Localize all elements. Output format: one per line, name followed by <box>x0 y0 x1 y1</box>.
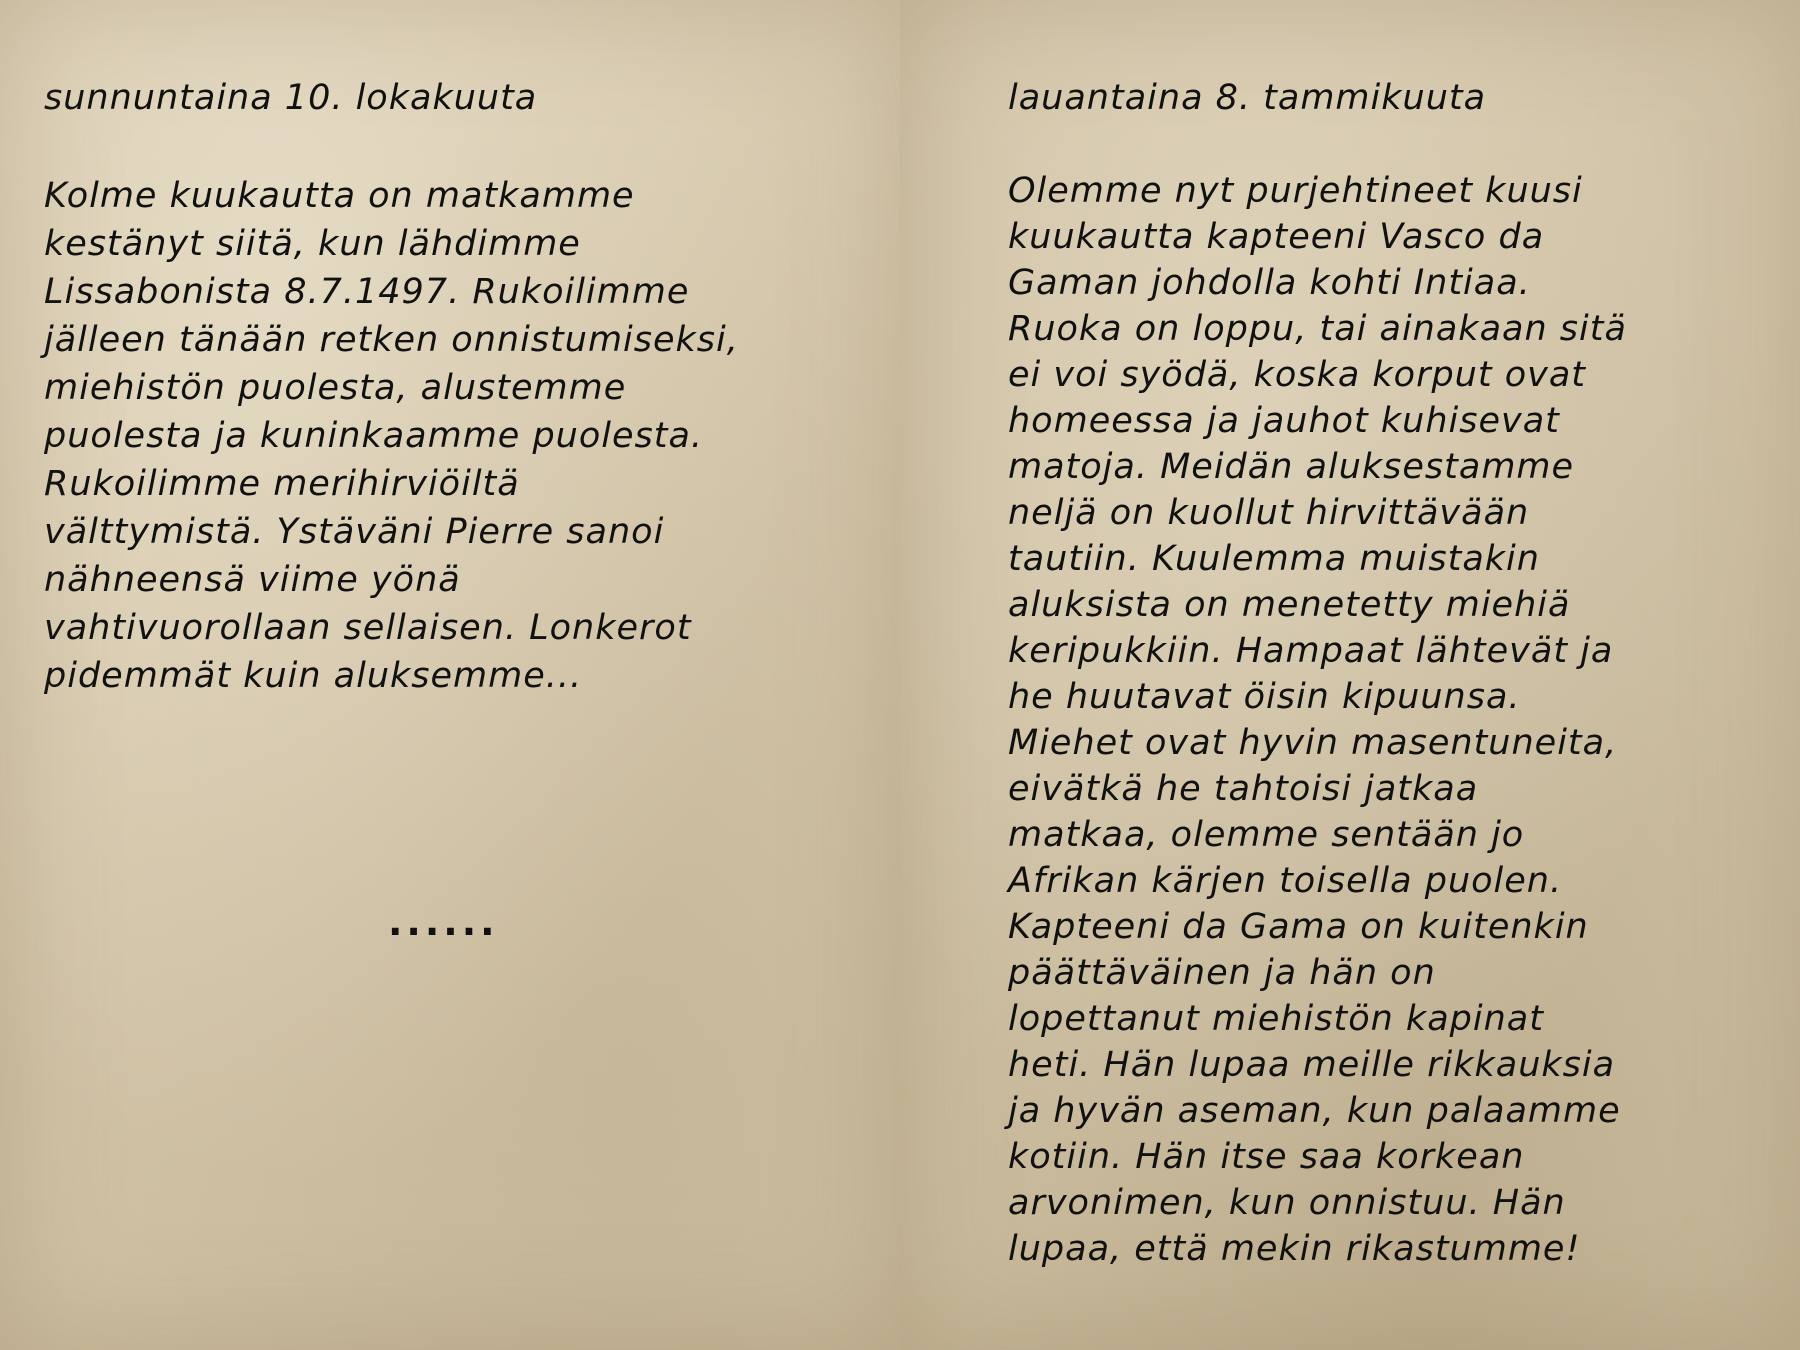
entry-text <box>1008 168 1627 1272</box>
text-line: lopettanut miehistön kapinat <box>1008 999 1544 1039</box>
text-line: lupaa, että mekin rikastumme! <box>1008 1229 1581 1269</box>
text-line: arvonimen, kun onnistuu. Hän <box>1008 1183 1566 1223</box>
ellipsis-mark: ...... <box>388 900 499 944</box>
text-line: kotiin. Hän itse saa korkean <box>1008 1137 1525 1177</box>
text-line: neljä on kuollut hirvittävään <box>1008 493 1530 533</box>
text-line: välttymistä. Ystäväni Pierre sanoi <box>44 512 665 552</box>
text-line: Miehet ovat hyvin masentuneita, <box>1008 723 1618 763</box>
text-line: matkaa, olemme sentään jo <box>1008 815 1525 855</box>
text-line: nähneensä viime yönä <box>44 560 461 600</box>
entry-date: sunnuntaina 10. lokakuuta <box>44 78 538 118</box>
text-line: heti. Hän lupaa meille rikkauksia <box>1008 1045 1616 1085</box>
entry-date: lauantaina 8. tammikuuta <box>1008 78 1487 118</box>
text-line: Kapteeni da Gama on kuitenkin <box>1008 907 1589 947</box>
text-line: miehistön puolesta, alustemme <box>44 368 627 408</box>
text-line: jälleen tänään retken onnistumiseksi, <box>44 320 739 360</box>
text-line: Lissabonista 8.7.1497. Rukoilimme <box>44 272 690 312</box>
text-line: matoja. Meidän aluksestamme <box>1008 447 1575 487</box>
text-line: pidemmät kuin aluksemme... <box>44 656 583 696</box>
text-line: ja hyvän aseman, kun palaamme <box>1008 1091 1621 1131</box>
text-line: kuukautta kapteeni Vasco da <box>1008 217 1545 257</box>
text-line: Kolme kuukautta on matkamme <box>44 176 635 216</box>
text-line: Rukoilimme merihirviöiltä <box>44 464 520 504</box>
text-line: kestänyt siitä, kun lähdimme <box>44 224 581 264</box>
text-line: vahtivuorollaan sellaisen. Lonkerot <box>44 608 692 648</box>
text-line: keripukkiin. Hampaat lähtevät ja <box>1008 631 1614 671</box>
diary-page-right <box>900 0 1800 1350</box>
text-line: ei voi syödä, koska korput ovat <box>1008 355 1587 395</box>
text-line: homeessa ja jauhot kuhisevat <box>1008 401 1560 441</box>
text-line: tautiin. Kuulemma muistakin <box>1008 539 1540 579</box>
text-line: päättäväinen ja hän on <box>1008 953 1436 993</box>
text-line: he huutavat öisin kipuunsa. <box>1008 677 1521 717</box>
entry-text <box>44 172 739 700</box>
text-line: Gaman johdolla kohti Intiaa. <box>1008 263 1531 303</box>
text-line: Olemme nyt purjehtineet kuusi <box>1008 171 1583 211</box>
text-line: Ruoka on loppu, tai ainakaan sitä <box>1008 309 1627 349</box>
text-line: eivätkä he tahtoisi jatkaa <box>1008 769 1479 809</box>
text-line: aluksista on menetetty miehiä <box>1008 585 1571 625</box>
text-line: puolesta ja kuninkaamme puolesta. <box>44 416 704 456</box>
text-line: Afrikan kärjen toisella puolen. <box>1008 861 1563 901</box>
